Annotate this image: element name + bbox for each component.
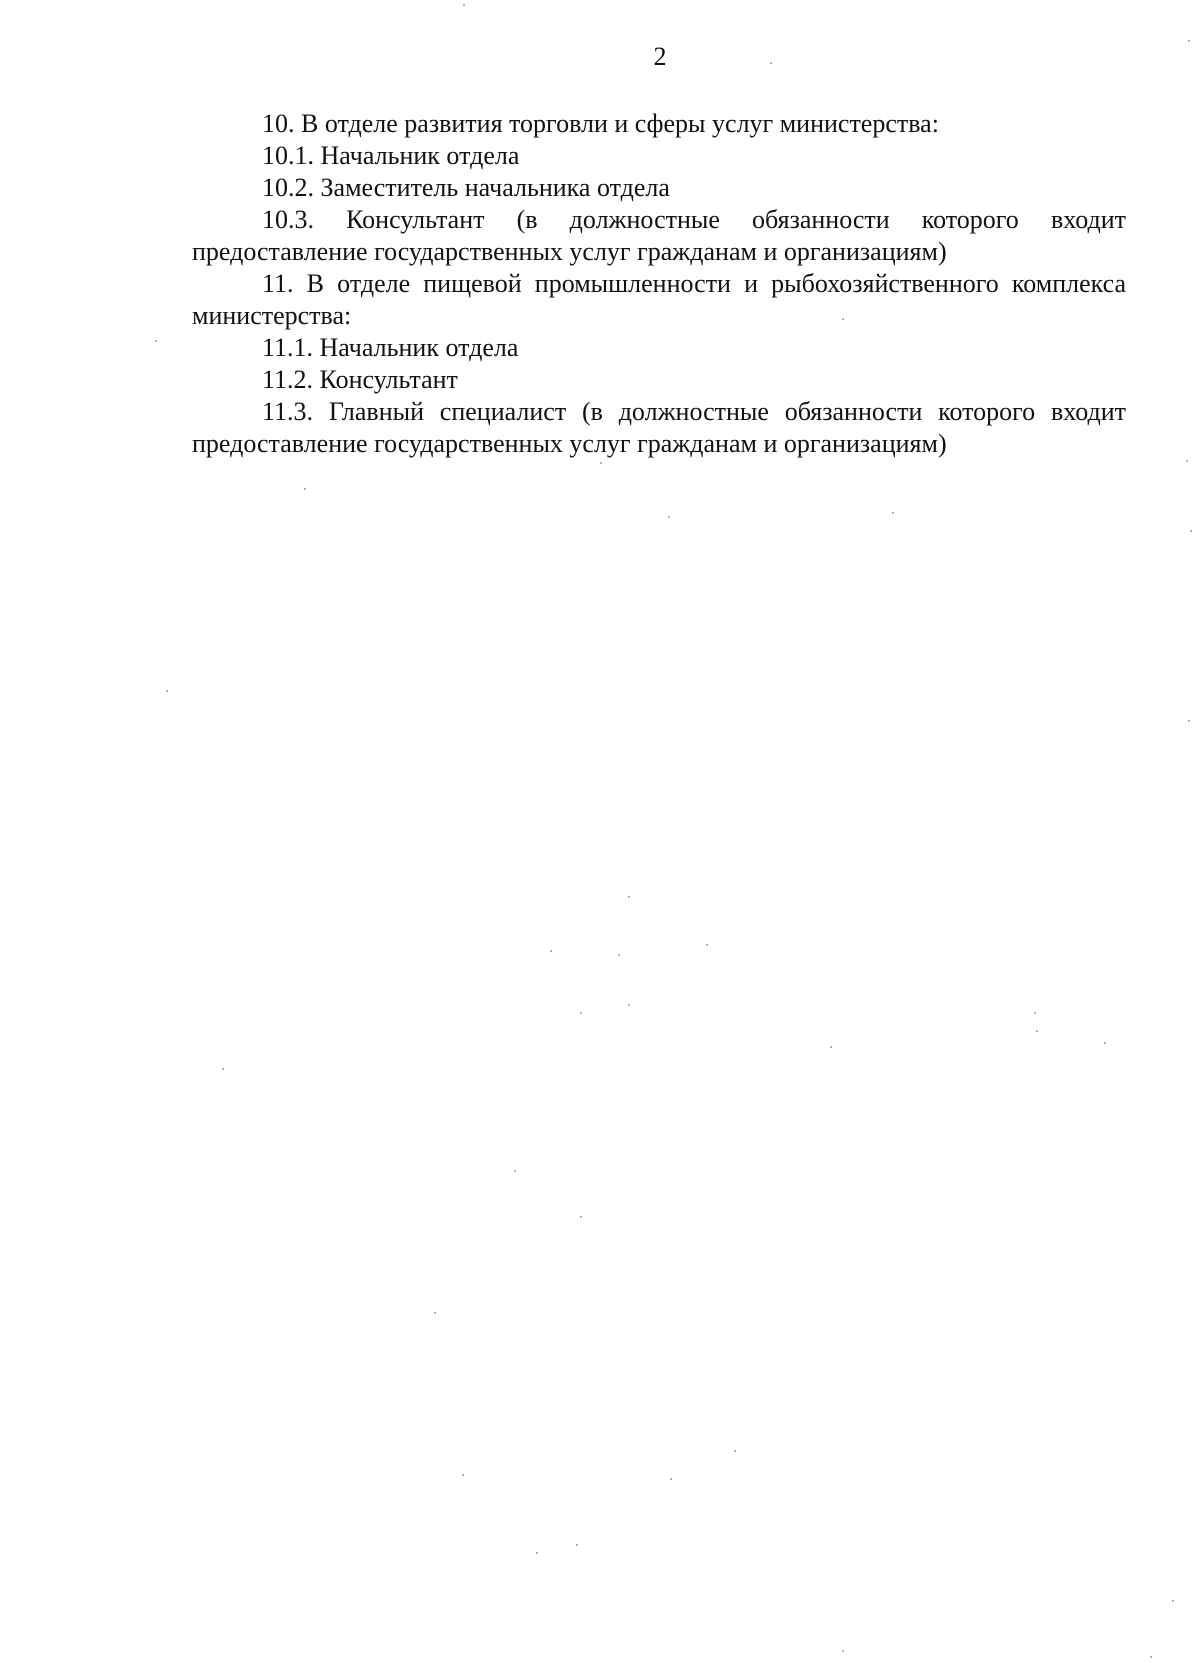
page-number: 2 — [653, 42, 667, 71]
section-11-heading: 11. В отделе пищевой промышленности и рыбохозяйственного комплекса министерства: — [192, 269, 1126, 330]
item-10-2: 10.2. Заместитель начальника отдела — [262, 173, 670, 202]
section-10-heading: 10. В отделе развития торговли и сферы услуг министерства: — [262, 109, 939, 138]
item-11-1: 11.1. Начальник отдела — [262, 333, 519, 362]
item-11-3: 11.3. Главный специалист (в должностные обязанности которого входит предоставление государственных услуг гражданам и организациям) — [192, 397, 1126, 458]
item-11-2: 11.2. Консультант — [262, 365, 458, 394]
item-10-3: 10.3. Консультант (в должностные обязанности которого входит предоставление государственных услуг гражданам и организациям) — [192, 205, 1126, 266]
item-10-1: 10.1. Начальник отдела — [262, 141, 520, 170]
document-body — [192, 108, 1126, 460]
